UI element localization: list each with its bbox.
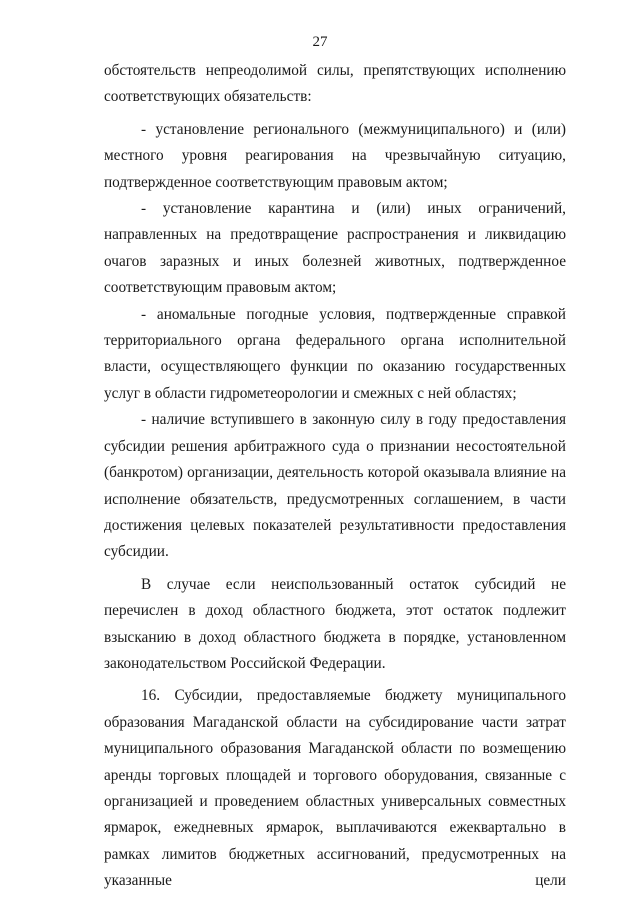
paragraph-unused-balance: В случае если неиспользованный остаток субсидий не перечислен в доход областного бюджета, этот остаток подлежит взысканию в доход областного бюджета в порядке, установленном законодательством Российской Федерации. <box>104 575 566 672</box>
paragraph-bankruptcy: - наличие вступившего в законную силу в году предоставления субсидии решения арбитражного суда о признании несостоятельной (банкротом) организации, деятельность которой оказывала влияние на исполнение обязательств, предусмотренных соглашением, в части достижения целевых показателей результативности предоставления субсидии. <box>104 411 566 561</box>
document-body <box>104 58 566 895</box>
paragraph-quarantine: - установление карантина и (или) иных ограничений, направленных на предотвращение распространения и ликвидацию очагов заразных и иных болезней животных, подтвержденное соответствующим правовым актом; <box>104 200 566 297</box>
paragraph-section-16: 16. Субсидии, предоставляемые бюджету муниципального образования Магаданской области на субсидирование части затрат муниципального образования Магаданской области по возмещению аренды торговых площадей и торгового оборудования, связанные с организацией и проведением областных универсальных совместных ярмарок, ежедневных ярмарок, выплачиваются ежеквартально в рамках лимитов бюджетных ассигнований, предусмотренных на указанные цели <box>104 687 566 890</box>
page-number: 27 <box>312 34 328 50</box>
paragraph-force-majeure-intro: обстоятельств непреодолимой силы, препятствующих исполнению соответствующих обязательств: <box>104 62 566 106</box>
paragraph-emergency-regime: - установление регионального (межмуниципального) и (или) местного уровня реагирования на чрезвычайную ситуацию, подтвержденное соответствующим правовым актом; <box>104 120 566 191</box>
paragraph-weather-conditions: - аномальные погодные условия, подтвержденные справкой территориального органа федерального органа исполнительной власти, осуществляющего функции по оказанию государственных услуг в области гидрометеорологии и смежных с ней областях; <box>104 305 566 402</box>
